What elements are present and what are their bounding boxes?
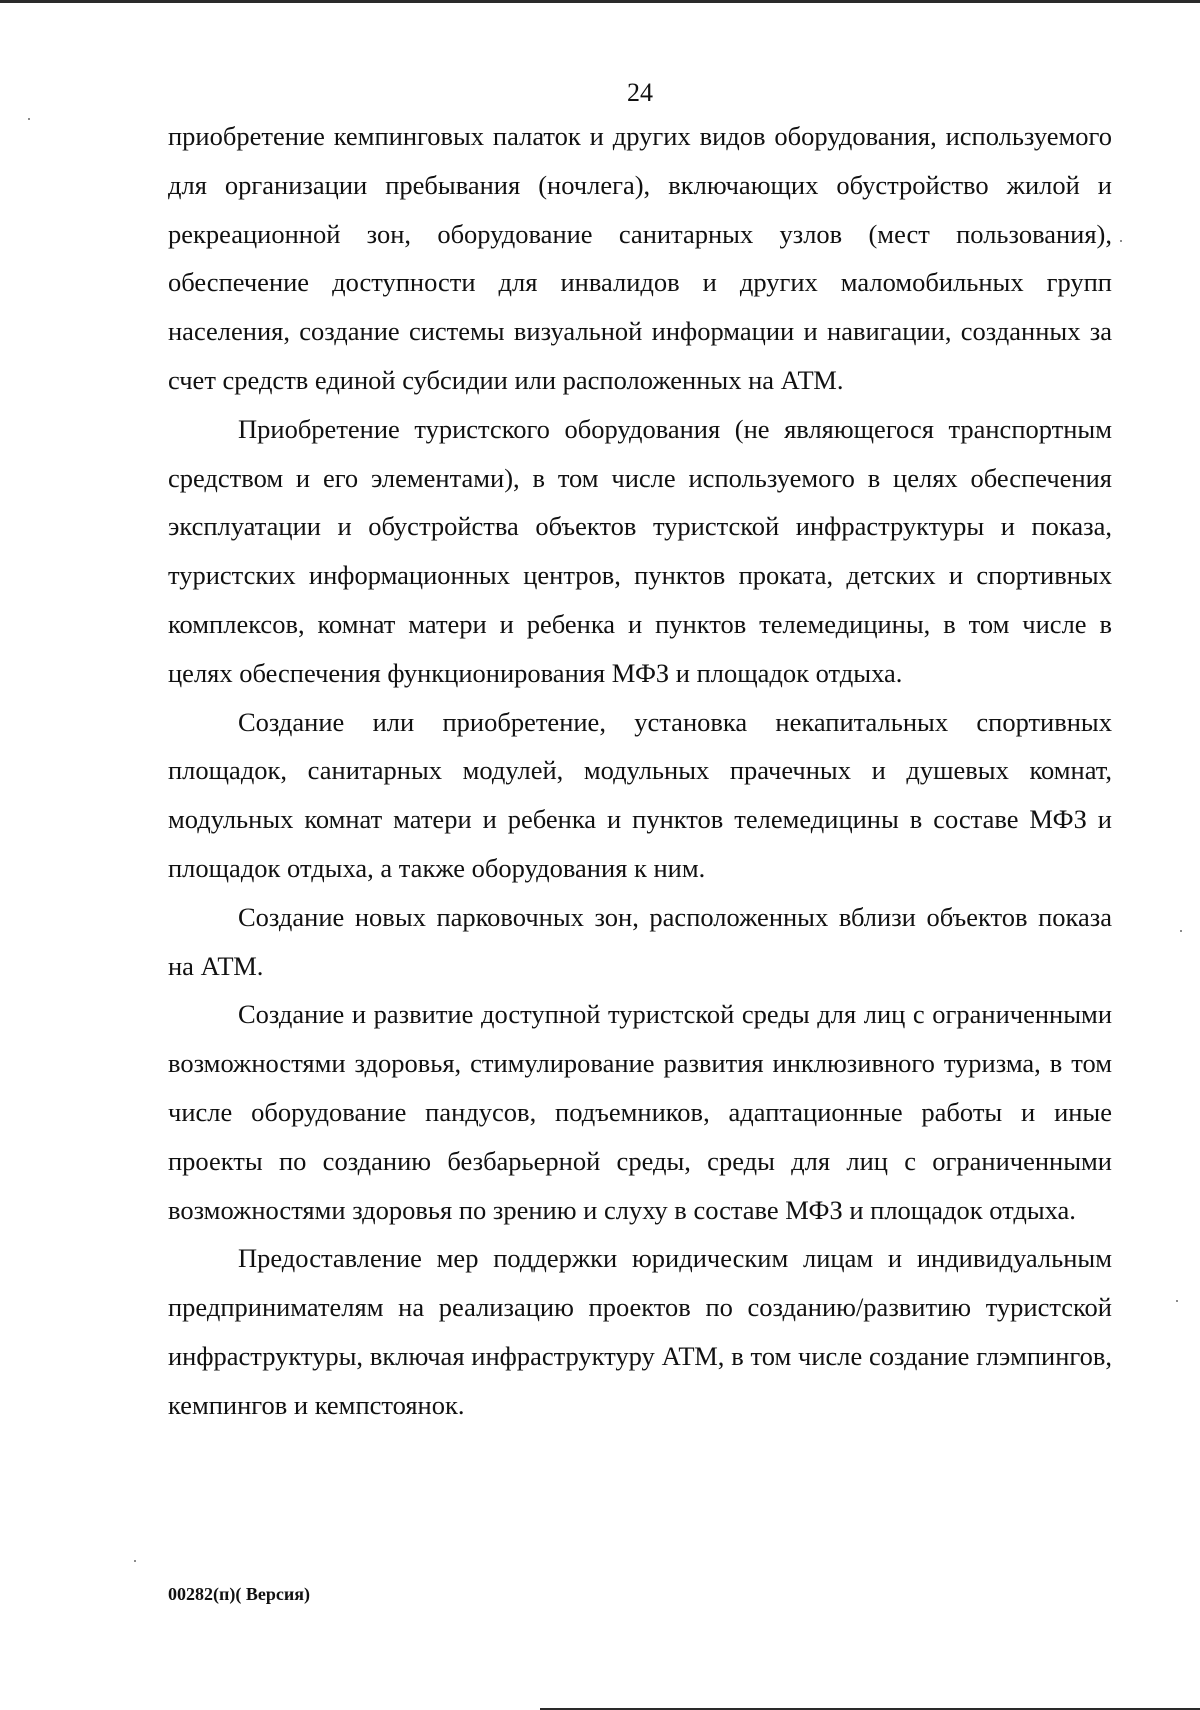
scan-speck — [1120, 240, 1122, 242]
paragraph-6: Предоставление мер поддержки юридическим лицам и индивидуальным предпринимателям на реализацию проектов по созданию/развитию туристской инфраструктуры, включая инфраструктуру АТМ, в том числе создание глэмпингов, кемпингов и кемпстоянок. — [168, 1243, 1112, 1420]
paragraph-3: Создание или приобретение, установка некапитальных спортивных площадок, санитарных модулей, модульных прачечных и душевых комнат, модульных комнат матери и ребенка и пунктов телемедицины в составе МФЗ и площадок отдыха, а также оборудования к ним. — [168, 706, 1112, 883]
paragraph-2: Приобретение туристского оборудования (не являющегося транспортным средством и его элементами), в том числе используемого в целях обеспечения эксплуатации и обустройства объектов туристской инфраструктуры и показа, туристских информационных центров, пунктов проката, детских и спортивных комплексов, комнат матери и ребенка и пунктов телемедицины, в том числе в целях обеспечения функционирования МФЗ и площадок отдыха. — [168, 413, 1112, 688]
document-body — [168, 112, 1112, 1430]
paragraph-5: Создание и развитие доступной туристской среды для лиц с ограниченными возможностями здоровья, стимулирование развития инклюзивного туризма, в том числе оборудование пандусов, подъемников, адаптационные работы и иные проекты по созданию безбарьерной среды, среды для лиц с ограниченными возможностями здоровья по зрению и слуху в составе МФЗ и площадок отдыха. — [168, 999, 1112, 1225]
scan-speck — [134, 1560, 136, 1562]
top-scan-edge — [0, 0, 1200, 3]
paragraph-4: Создание новых парковочных зон, расположенных вблизи объектов показа на АТМ. — [168, 901, 1112, 981]
paragraph-1: приобретение кемпинговых палаток и других видов оборудования, используемого для организации пребывания (ночлега), включающих обустройство жилой и рекреационной зон, оборудование санитарных узлов (мест пользования), обеспечение доступности для инвалидов и других маломобильных групп населения, создание системы визуальной информации и навигации, созданных за счет средств единой субсидии или расположенных на АТМ. — [168, 121, 1112, 395]
scan-speck — [1180, 930, 1182, 932]
document-footer-code: 00282(п)( Версия) — [168, 1584, 310, 1604]
scan-speck — [1176, 1300, 1178, 1302]
page-number: 24 — [627, 78, 653, 107]
scan-speck — [28, 118, 30, 120]
